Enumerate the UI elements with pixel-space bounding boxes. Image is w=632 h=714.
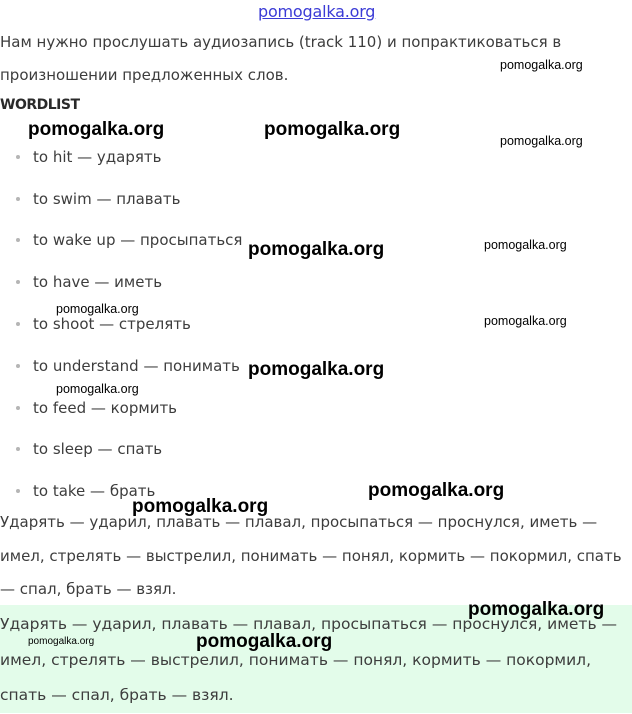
word-list bbox=[0, 136, 400, 512]
watermark: pomogalka.org bbox=[196, 631, 333, 652]
watermark: pomogalka.org bbox=[28, 636, 95, 647]
watermark: pomogalka.org bbox=[264, 119, 401, 140]
list-item-text: to hit — ударять bbox=[33, 147, 162, 166]
list-item-text: to understand — понимать bbox=[33, 356, 240, 375]
watermark: pomogalka.org bbox=[132, 496, 269, 517]
list-item bbox=[0, 178, 400, 220]
list-item bbox=[0, 136, 400, 178]
intro-paragraph: Нам нужно прослушать аудиозапись (track 110) и попрактиковаться в произношении предложенных слов. bbox=[0, 33, 562, 84]
watermark: pomogalka.org bbox=[56, 382, 139, 396]
watermark: pomogalka.org bbox=[468, 599, 605, 620]
answer-highlight-text: Ударять — ударил, плавать — плавал, просыпаться — проснулся, иметь — имел, стрелять — выстрелил, понимать — понял, кормить — покормил, спать — спал, брать — взял. bbox=[0, 615, 618, 704]
answer-paragraph: Ударять — ударил, плавать — плавал, просыпаться — проснулся, иметь — имел, стрелять — выстрелил, понимать — понял, кормить — покормил, спать — спал, брать — взял. bbox=[0, 513, 622, 598]
bullet-icon bbox=[16, 197, 20, 201]
watermark: pomogalka.org bbox=[500, 58, 583, 72]
site-link[interactable]: pomogalka.org bbox=[258, 2, 376, 21]
bullet-icon bbox=[16, 447, 20, 451]
list-item-text: to feed — кормить bbox=[33, 398, 178, 417]
watermark: pomogalka.org bbox=[484, 314, 567, 328]
list-item bbox=[0, 261, 400, 303]
bullet-icon bbox=[16, 406, 20, 410]
watermark: pomogalka.org bbox=[248, 239, 385, 260]
watermark: pomogalka.org bbox=[500, 134, 583, 148]
watermark: pomogalka.org bbox=[56, 302, 139, 316]
list-item-text: to have — иметь bbox=[33, 273, 163, 292]
list-item-text: to wake up — просыпаться bbox=[33, 231, 243, 250]
list-item-text: to take — брать bbox=[33, 482, 156, 501]
bullet-icon bbox=[16, 238, 20, 242]
bullet-icon bbox=[16, 155, 20, 159]
watermark: pomogalka.org bbox=[28, 119, 165, 140]
watermark: pomogalka.org bbox=[484, 238, 567, 252]
bullet-icon bbox=[16, 364, 20, 368]
list-item-text: to shoot — стрелять bbox=[33, 315, 191, 334]
bullet-icon bbox=[16, 322, 20, 326]
list-item-text: to swim — плавать bbox=[33, 189, 181, 208]
watermark: pomogalka.org bbox=[368, 480, 505, 501]
watermark: pomogalka.org bbox=[248, 359, 385, 380]
wordlist-heading: WORDLIST bbox=[0, 97, 80, 113]
list-item bbox=[0, 429, 400, 471]
bullet-icon bbox=[16, 280, 20, 284]
bullet-icon bbox=[16, 489, 20, 493]
list-item-text: to sleep — спать bbox=[33, 440, 163, 459]
